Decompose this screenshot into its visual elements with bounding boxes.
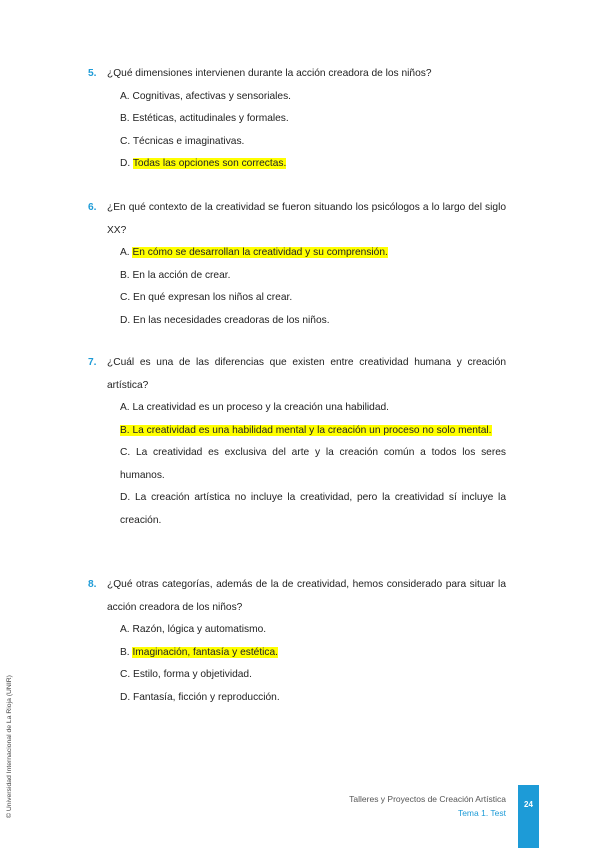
option-b: B. Estéticas, actitudinales y formales. [120,113,289,124]
copyright-notice: © Universidad Internacional de La Rioja (UNIR) [6,675,13,818]
option-c: C. Estilo, forma y objetividad. [120,669,252,680]
option-b-correct: B. Imaginación, fantasía y estética. [120,646,279,658]
option-d: D. La creación artística no incluye la creatividad, pero la creatividad sí incluye la creación. [120,492,506,526]
option-d: D. Fantasía, ficción y reproducción. [120,691,280,703]
footer-topic: Tema 1. Test [457,808,506,818]
highlighted-answer: B. La creatividad es una habilidad mental y la creación un proceso no solo mental. [120,424,492,436]
highlighted-answer: Imaginación, fantasía y estética. [132,646,279,658]
question-number: 7. [88,357,97,368]
page-number-box [518,785,539,848]
option-b: B. En la acción de crear. [120,269,231,281]
option-c: C. En qué expresan los niños al crear. [120,292,293,303]
option-a-correct: A. En cómo se desarrollan la creatividad y su comprensión. [120,247,388,258]
question-text: ¿Cuál es una de las diferencias que existen entre creatividad humana y creación artística? [107,357,506,391]
footer-course-title: Talleres y Proyectos de Creación Artística [349,794,506,804]
option-a: A. Cognitivas, afectivas y sensoriales. [120,90,291,102]
option-a: A. La creatividad es un proceso y la creación una habilidad. [120,402,390,413]
question-number: 5. [88,68,97,79]
option-a: A. Razón, lógica y automatismo. [120,624,267,635]
option-b-correct [120,420,506,443]
highlighted-answer: En cómo se desarrollan la creatividad y su comprensión. [132,247,388,258]
option-c: C. Técnicas e imaginativas. [120,135,245,147]
question-text: ¿En qué contexto de la creatividad se fueron situando los psicólogos a lo largo del siglo XX? [107,202,506,236]
question-7 [88,352,506,532]
question-number: 8. [88,579,97,590]
question-number: 6. [88,202,97,213]
question-text: ¿Qué dimensiones intervienen durante la acción creadora de los niños? [107,68,432,79]
option-d-correct: D. Todas las opciones son correctas. [120,158,287,169]
question-text: ¿Qué otras categorías, además de la de creatividad, hemos considerado para situar la acción creadora de los niños? [107,579,506,613]
option-d: D. En las necesidades creadoras de los niños. [120,314,330,326]
question-8 [88,574,506,709]
page-number: 24 [524,800,533,809]
option-c: C. La creatividad es exclusiva del arte y la creación común a todos los seres humanos. [120,447,506,481]
highlighted-answer: Todas las opciones son correctas. [132,158,287,169]
question-5 [88,63,506,176]
question-6 [88,197,506,332]
